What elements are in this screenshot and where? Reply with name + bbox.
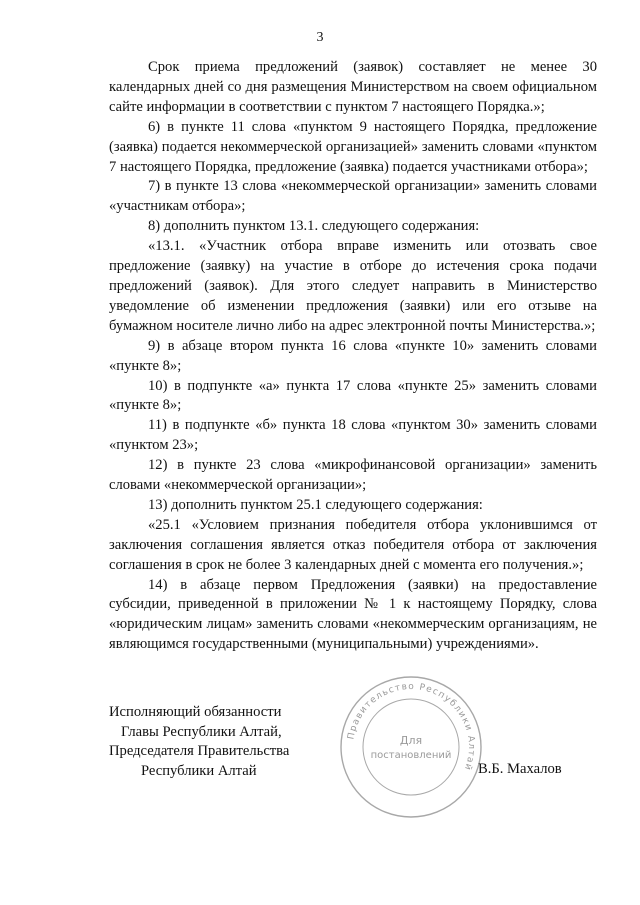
paragraph: 14) в абзаце первом Предложения (заявки) на предоставление субсидии, приведенной в приложении № 1 к настоящему Порядку, слова «юридическим лицам» заменить словами «некоммерческим организациям, не являющимся государственными (муниципальными) учреждениями». [109,576,597,653]
paragraph: Срок приема предложений (заявок) составляет не менее 30 календарных дней со дня размещения Министерством на своем официальном сайте информации в соответствии с пунктом 7 настоящего Порядка.»; [109,59,597,115]
paragraph: 6) в пункте 11 слова «пунктом 9 настоящего Порядка, предложение (заявка) подается некоммерческой организацией» заменить словами «пунктом 7 настоящего Порядка, предложение (заявка) подается участниками отбора»; [109,118,597,175]
stamp-outer-ring [341,677,481,817]
stamp-outer-text: Правительство Республики Алтай [346,681,477,773]
stamp-inner-ring [363,699,459,795]
paragraph: «13.1. «Участник отбора вправе изменить или отозвать свое предложение (заявку) на участие в отборе до истечения срока подачи предложений (заявок). Для этого следует направить в Министерство уведомление об изменении предложения (заявки) или его отзыве на бумажном носителе лично либо на адрес электронной почты Министерства.»; [109,238,597,334]
document-body [109,58,597,655]
paragraph: 10) в подпункте «а» пункта 17 слова «пункте 25» заменить словами «пункте 8»; [109,377,597,414]
paragraph: 7) в пункте 13 слова «некоммерческой организации» заменить словами «участникам отбора»; [109,178,597,215]
paragraph: 12) в пункте 23 слова «микрофинансовой организации» заменить словами «некоммерческой организации»; [109,457,597,494]
page-number: 3 [316,30,324,45]
stamp-inner-text-1: Для [399,734,423,747]
paragraph: 11) в подпункте «б» пункта 18 слова «пунктом 30» заменить словами «пунктом 23»; [109,417,597,454]
signer-name: В.Б. Махалов [478,761,562,777]
paragraph: 8) дополнить пунктом 13.1. следующего содержания: [148,218,480,235]
paragraph: 9) в абзаце втором пункта 16 слова «пункте 10» заменить словами «пункте 8»; [109,337,597,374]
official-stamp [336,672,486,822]
signature-title-line: Республики Алтай [141,762,257,779]
signature-title-line: Председателя Правительства [109,743,290,759]
signature-title-line: Исполняющий обязанности [109,704,282,720]
paragraph: «25.1 «Условием признания победителя отбора уклонившимся от заключения соглашения является отказ победителя отбора от заключения соглашения в срок не более 3 календарных дней с момента его получения.»; [109,516,597,573]
signature-title-line: Главы Республики Алтай, [121,723,282,740]
signature-title-block [109,703,289,781]
paragraph: 13) дополнить пунктом 25.1 следующего содержания: [148,496,483,513]
stamp-inner-text-2: постановлений [370,750,452,761]
